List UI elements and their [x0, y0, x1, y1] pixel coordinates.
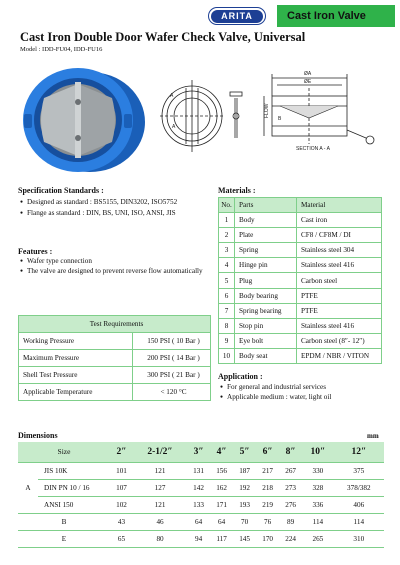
table-cell: 46	[133, 513, 187, 530]
table-cell: Maximum Pressure	[19, 350, 133, 367]
valve-drawing	[160, 58, 390, 178]
table-cell: 150 PSI ( 10 Bar )	[133, 333, 211, 350]
table-cell: 375	[334, 462, 384, 479]
table-cell: 94	[187, 530, 210, 547]
features-heading: Features :	[18, 247, 53, 256]
table-cell: 193	[233, 496, 256, 513]
table-cell: 170	[256, 530, 279, 547]
table-cell: Carbon steel	[297, 273, 382, 288]
drawing-section-label: SECTION A - A	[296, 146, 330, 152]
drawing-label-phi-a: ØA	[304, 71, 312, 77]
table-cell: 2	[219, 228, 235, 243]
column-header: 12″	[334, 442, 384, 462]
table-row	[18, 496, 384, 513]
table-cell: Plate	[235, 228, 297, 243]
table-cell: Working Pressure	[19, 333, 133, 350]
table-cell: 10	[219, 348, 235, 363]
table-row	[18, 530, 384, 547]
dimensions-table	[18, 442, 384, 548]
table-cell: Applicable Temperature	[19, 384, 133, 401]
column-header: 3″	[187, 442, 210, 462]
spec-list	[20, 197, 177, 219]
brand-logo-text: ARITA	[211, 10, 263, 23]
table-cell: 171	[210, 496, 233, 513]
table-row	[18, 479, 384, 496]
materials-heading: Materials :	[218, 186, 256, 195]
column-header: 5″	[233, 442, 256, 462]
table-cell: 131	[187, 462, 210, 479]
column-header: 2″	[110, 442, 133, 462]
page-title: Cast Iron Double Door Wafer Check Valve, Universal	[20, 30, 306, 44]
table-cell: 133	[187, 496, 210, 513]
column-header: 8″	[279, 442, 302, 462]
column-header: Parts	[235, 198, 297, 213]
test-table-heading: Test Requirements	[19, 316, 211, 333]
table-cell: 156	[210, 462, 233, 479]
table-cell: Spring	[235, 243, 297, 258]
table-cell: 276	[279, 496, 302, 513]
table-cell: 43	[110, 513, 133, 530]
column-header: 10″	[302, 442, 333, 462]
table-cell: 200 PSI ( 14 Bar )	[133, 350, 211, 367]
table-cell: 121	[133, 462, 187, 479]
table-cell: 3	[219, 243, 235, 258]
table-cell: A	[18, 462, 38, 513]
list-item: ● The valve are designed to prevent reverse flow automatically	[20, 267, 210, 277]
test-requirements-table	[18, 315, 211, 401]
table-cell: 101	[110, 462, 133, 479]
table-cell: EPDM / NBR / VITON	[297, 348, 382, 363]
column-header: Material	[297, 198, 382, 213]
table-cell: Hinge pin	[235, 258, 297, 273]
table-cell: 9	[219, 333, 235, 348]
table-cell: 187	[233, 462, 256, 479]
dimensions-heading: Dimensions	[18, 431, 58, 440]
table-cell: 406	[334, 496, 384, 513]
table-cell: 102	[110, 496, 133, 513]
table-row	[19, 350, 211, 367]
table-row	[219, 258, 382, 273]
table-cell: 8	[219, 318, 235, 333]
table-cell: Plug	[235, 273, 297, 288]
table-cell: Eye bolt	[235, 333, 297, 348]
table-cell: JIS 10K	[38, 462, 110, 479]
table-row	[219, 348, 382, 363]
valve-photo	[18, 62, 148, 177]
table-cell: 64	[187, 513, 210, 530]
table-cell: Body seat	[235, 348, 297, 363]
table-header-row	[18, 442, 384, 462]
table-cell: 217	[256, 462, 279, 479]
table-cell: Spring bearing	[235, 303, 297, 318]
table-cell: 162	[210, 479, 233, 496]
table-cell: ANSI 150	[38, 496, 110, 513]
table-cell: 142	[187, 479, 210, 496]
drawing-label-a: A	[172, 124, 176, 130]
list-item: ● Flange as standard : DIN, BS, UNI, ISO, ANSI, JIS	[20, 208, 177, 219]
table-row	[219, 288, 382, 303]
page-header	[0, 5, 400, 27]
table-cell: 265	[302, 530, 333, 547]
table-row	[219, 333, 382, 348]
table-cell: < 120 °C	[133, 384, 211, 401]
table-cell: E	[18, 530, 110, 547]
table-cell: 117	[210, 530, 233, 547]
table-cell: 70	[233, 513, 256, 530]
table-row	[219, 303, 382, 318]
table-header-row	[219, 198, 382, 213]
table-cell: 219	[256, 496, 279, 513]
drawing-flow-label: FLOW	[264, 103, 270, 118]
table-cell: 1	[219, 213, 235, 228]
table-row	[19, 333, 211, 350]
table-cell: CF8 / CF8M / DI	[297, 228, 382, 243]
table-cell: Body bearing	[235, 288, 297, 303]
table-cell: 336	[302, 496, 333, 513]
table-cell: 76	[256, 513, 279, 530]
table-cell: 300 PSI ( 21 Bar )	[133, 367, 211, 384]
list-item: ● For general and industrial services	[220, 383, 331, 393]
table-cell: Carbon steel (8″- 12″)	[297, 333, 382, 348]
table-cell: 218	[256, 479, 279, 496]
table-cell: 64	[210, 513, 233, 530]
table-cell: Stainless steel 416	[297, 258, 382, 273]
model-line: Model : IDD-FU04, IDD-FU16	[20, 46, 103, 53]
column-header: 4″	[210, 442, 233, 462]
table-cell: Stainless steel 304	[297, 243, 382, 258]
table-row	[219, 318, 382, 333]
table-row	[219, 243, 382, 258]
table-row	[18, 513, 384, 530]
table-row	[19, 367, 211, 384]
table-row	[219, 213, 382, 228]
table-row	[19, 384, 211, 401]
drawing-label-phi-e: ØE	[304, 79, 312, 85]
brand-logo	[208, 7, 266, 25]
table-cell: Body	[235, 213, 297, 228]
drawing-label-b: B	[278, 116, 282, 122]
table-cell: 80	[133, 530, 187, 547]
table-row	[219, 228, 382, 243]
list-item: ● Wafer type connection	[20, 257, 210, 267]
table-cell: 145	[233, 530, 256, 547]
table-cell: Stop pin	[235, 318, 297, 333]
table-cell: 328	[302, 479, 333, 496]
table-cell: DIN PN 10 / 16	[38, 479, 110, 496]
column-header: Size	[18, 442, 110, 462]
table-cell: Stainless steel 416	[297, 318, 382, 333]
materials-table	[218, 197, 382, 364]
application-heading: Application :	[218, 372, 263, 381]
table-cell: 273	[279, 479, 302, 496]
dimensions-unit: mm	[367, 432, 379, 440]
column-header: 6″	[256, 442, 279, 462]
table-cell: 310	[334, 530, 384, 547]
column-header: No.	[219, 198, 235, 213]
table-cell: B	[18, 513, 110, 530]
list-item: ● Applicable medium : water, light oil	[220, 393, 331, 403]
spec-heading: Specification Standards :	[18, 186, 104, 195]
table-cell: 65	[110, 530, 133, 547]
list-item: ● Designed as standard : BS5155, DIN3202, ISO5752	[20, 197, 177, 208]
table-row	[219, 273, 382, 288]
table-cell: PTFE	[297, 288, 382, 303]
table-cell: 107	[110, 479, 133, 496]
table-cell: 114	[334, 513, 384, 530]
table-row	[18, 462, 384, 479]
table-cell: 89	[279, 513, 302, 530]
table-cell: 192	[233, 479, 256, 496]
column-header: 2-1/2″	[133, 442, 187, 462]
application-list	[220, 383, 331, 402]
table-cell: 224	[279, 530, 302, 547]
table-cell: 378/382	[334, 479, 384, 496]
features-list	[20, 257, 210, 276]
table-cell: 267	[279, 462, 302, 479]
table-cell: 7	[219, 303, 235, 318]
table-cell: 114	[302, 513, 333, 530]
table-cell: 6	[219, 288, 235, 303]
table-cell: 4	[219, 258, 235, 273]
category-banner: Cast Iron Valve	[277, 5, 395, 27]
table-cell: 5	[219, 273, 235, 288]
table-cell: 127	[133, 479, 187, 496]
table-cell: Cast iron	[297, 213, 382, 228]
table-cell: PTFE	[297, 303, 382, 318]
table-cell: 330	[302, 462, 333, 479]
drawing-label-a2: A	[170, 93, 174, 99]
table-cell: Shell Test Pressure	[19, 367, 133, 384]
table-cell: 121	[133, 496, 187, 513]
